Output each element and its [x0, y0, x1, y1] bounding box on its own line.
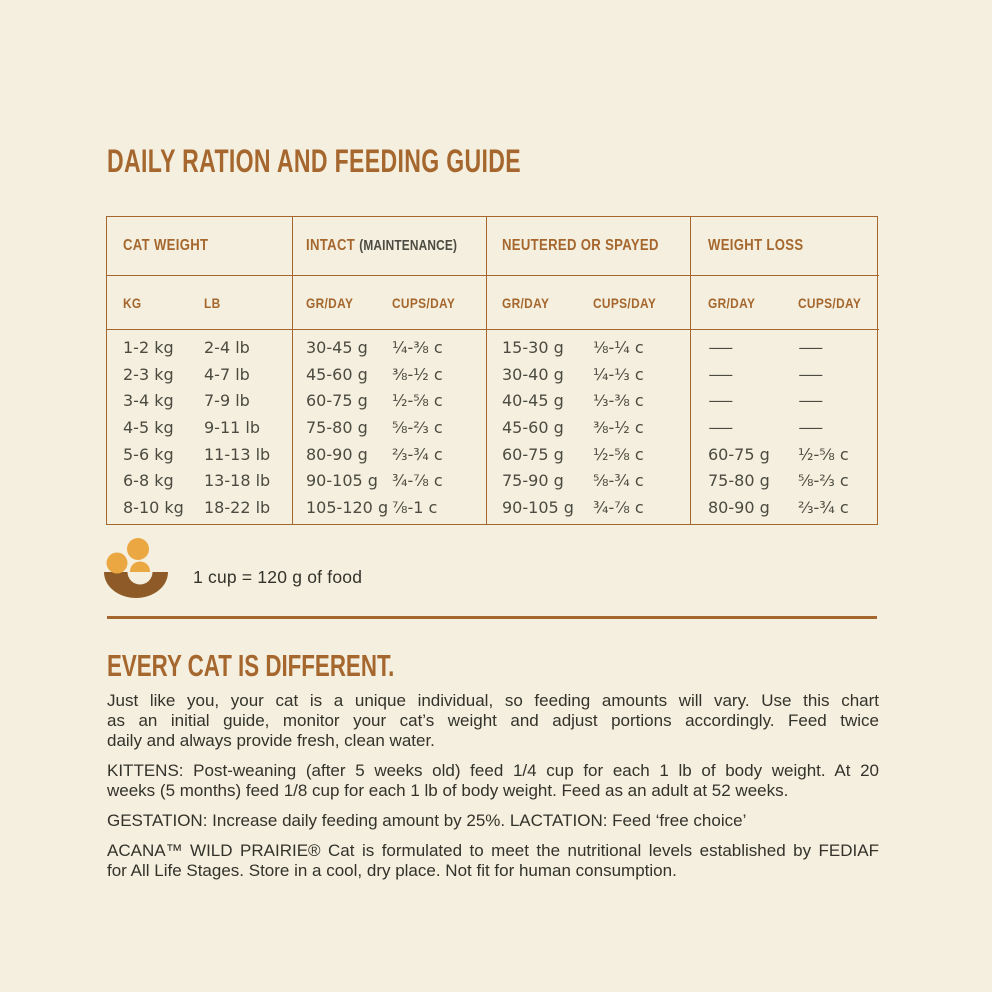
subheader-gr-day: GR/DAY	[306, 294, 354, 311]
column-header-label: CAT WEIGHT	[123, 237, 209, 254]
table-cell-empty: —	[798, 364, 824, 384]
paragraph-line: ACANA™ WILD PRAIRIE® Cat is formulated to meet the nutritional levels established by FEDIAF	[107, 841, 879, 860]
table-cell: 80-90 g	[708, 497, 770, 517]
table-cell: 1-2 kg	[123, 337, 174, 357]
column-subheader	[487, 276, 693, 330]
table-cell: 2-4 lb	[204, 337, 250, 357]
kibble-piece	[107, 553, 128, 574]
table-cell: 60-75 g	[502, 444, 564, 464]
subheader-cups-day: CUPS/DAY	[392, 294, 456, 311]
table-cell: ½-⅝ c	[593, 444, 644, 464]
column-data	[691, 330, 879, 524]
table-cell: 45-60 g	[306, 364, 368, 384]
table-cell-empty: —	[708, 337, 734, 357]
table-cell: 8-10 kg	[123, 497, 184, 517]
section-heading: EVERY CAT IS DIFFERENT.	[107, 648, 395, 683]
table-cell: ⅛-¼ c	[593, 337, 644, 357]
paragraph-line: as an initial guide, monitor your cat’s weight and adjust portions accordingly. Feed twice	[107, 711, 879, 730]
cup-equivalence-note: 1 cup = 120 g of food	[193, 567, 363, 587]
subheader-kg: KG	[123, 294, 142, 311]
table-cell: 30-40 g	[502, 364, 564, 384]
feeding-table	[106, 216, 878, 525]
table-cell: ¼-⅜ c	[392, 337, 443, 357]
table-cell: 30-45 g	[306, 337, 368, 357]
subheader-gr-day: GR/DAY	[708, 294, 756, 311]
subheader-lb: LB	[204, 294, 221, 311]
table-cell: ¼-⅓ c	[593, 364, 644, 384]
table-cell: ⅜-½ c	[593, 417, 644, 437]
table-group-weight-loss	[690, 217, 879, 524]
table-cell-empty: —	[798, 391, 824, 411]
table-cell: ½-⅝ c	[798, 444, 849, 464]
column-header-label: WEIGHT LOSS	[708, 237, 804, 254]
table-cell: ¾-⅞ c	[593, 497, 644, 517]
paragraph-line: weeks (5 months) feed 1/8 cup for each 1 lb of body weight. Feed as an adult at 52 weeks.	[107, 781, 789, 800]
acana-paragraph	[107, 841, 879, 881]
table-cell: 9-11 lb	[204, 417, 260, 437]
table-cell: 75-80 g	[708, 471, 770, 491]
table-cell: ⅝-⅔ c	[798, 471, 849, 491]
table-cell: ⅞-1 c	[392, 497, 438, 517]
column-header-label: NEUTERED OR SPAYED	[502, 237, 659, 254]
table-cell: ⅜-½ c	[392, 364, 443, 384]
table-cell: 4-5 kg	[123, 417, 174, 437]
table-cell: 105-120 g	[306, 497, 389, 517]
column-data	[487, 330, 693, 524]
column-header	[691, 217, 879, 276]
column-header	[487, 217, 693, 276]
table-cell-empty: —	[798, 417, 824, 437]
table-cell: ⅓-⅜ c	[593, 391, 644, 411]
page-title: DAILY RATION AND FEEDING GUIDE	[107, 143, 522, 179]
table-cell-empty: —	[708, 417, 734, 437]
table-cell: 80-90 g	[306, 444, 368, 464]
table-cell: 40-45 g	[502, 391, 564, 411]
column-data	[293, 330, 490, 524]
table-cell: ¾-⅞ c	[392, 471, 443, 491]
table-cell: 90-105 g	[502, 497, 574, 517]
paragraph-line: Just like you, your cat is a unique individual, so feeding amounts will vary. Use this chart	[107, 691, 879, 710]
table-cell: 75-90 g	[502, 471, 564, 491]
column-header	[293, 217, 490, 276]
table-cell: 5-6 kg	[123, 444, 174, 464]
table-cell: 13-18 lb	[204, 471, 271, 491]
cup-note-row	[104, 538, 362, 600]
paragraph-line: GESTATION: Increase daily feeding amount by 25%. LACTATION: Feed ‘free choice’	[107, 811, 747, 830]
table-cell: 6-8 kg	[123, 471, 174, 491]
column-subheader	[293, 276, 490, 330]
column-header-suffix: (MAINTENANCE)	[359, 238, 458, 254]
column-header-label: INTACT	[306, 237, 356, 254]
table-cell: 4-7 lb	[204, 364, 250, 384]
subheader-cups-day: CUPS/DAY	[593, 294, 657, 311]
food-bowl-icon	[104, 538, 168, 600]
table-cell: ⅝-¾ c	[593, 471, 644, 491]
column-header	[107, 217, 292, 276]
table-cell: 7-9 lb	[204, 391, 250, 411]
table-cell: 11-13 lb	[204, 444, 271, 464]
table-cell: 90-105 g	[306, 471, 378, 491]
kittens-paragraph	[107, 761, 879, 801]
column-data	[107, 330, 292, 524]
table-cell: 18-22 lb	[204, 497, 271, 517]
paragraph-line: daily and always provide fresh, clean water.	[107, 731, 435, 750]
advice-section	[107, 650, 879, 891]
gestation-paragraph	[107, 811, 879, 831]
table-cell: 60-75 g	[306, 391, 368, 411]
subheader-gr-day: GR/DAY	[502, 294, 550, 311]
table-cell: 75-80 g	[306, 417, 368, 437]
column-subheader	[107, 276, 292, 330]
table-cell-empty: —	[708, 364, 734, 384]
section-divider	[107, 616, 877, 619]
table-cell: 2-3 kg	[123, 364, 174, 384]
paragraph-line: for All Life Stages. Store in a cool, dry place. Not fit for human consumption.	[107, 861, 677, 880]
table-group-neutered	[486, 217, 690, 524]
table-cell-empty: —	[708, 391, 734, 411]
table-cell: ⅔-¾ c	[798, 497, 849, 517]
intro-paragraph	[107, 691, 879, 751]
table-group-intact	[292, 217, 486, 524]
kibble-piece	[127, 538, 149, 560]
table-cell: 3-4 kg	[123, 391, 174, 411]
table-cell: ⅝-⅔ c	[392, 417, 443, 437]
column-subheader	[691, 276, 879, 330]
table-cell: 15-30 g	[502, 337, 564, 357]
paragraph-line: KITTENS: Post-weaning (after 5 weeks old) feed 1/4 cup for each 1 lb of body weight. At 20	[107, 761, 879, 780]
table-cell: ½-⅝ c	[392, 391, 443, 411]
table-cell: 60-75 g	[708, 444, 770, 464]
table-cell-empty: —	[798, 337, 824, 357]
table-group-cat-weight	[107, 217, 292, 524]
table-cell: ⅔-¾ c	[392, 444, 443, 464]
table-cell: 45-60 g	[502, 417, 564, 437]
subheader-cups-day: CUPS/DAY	[798, 294, 862, 311]
